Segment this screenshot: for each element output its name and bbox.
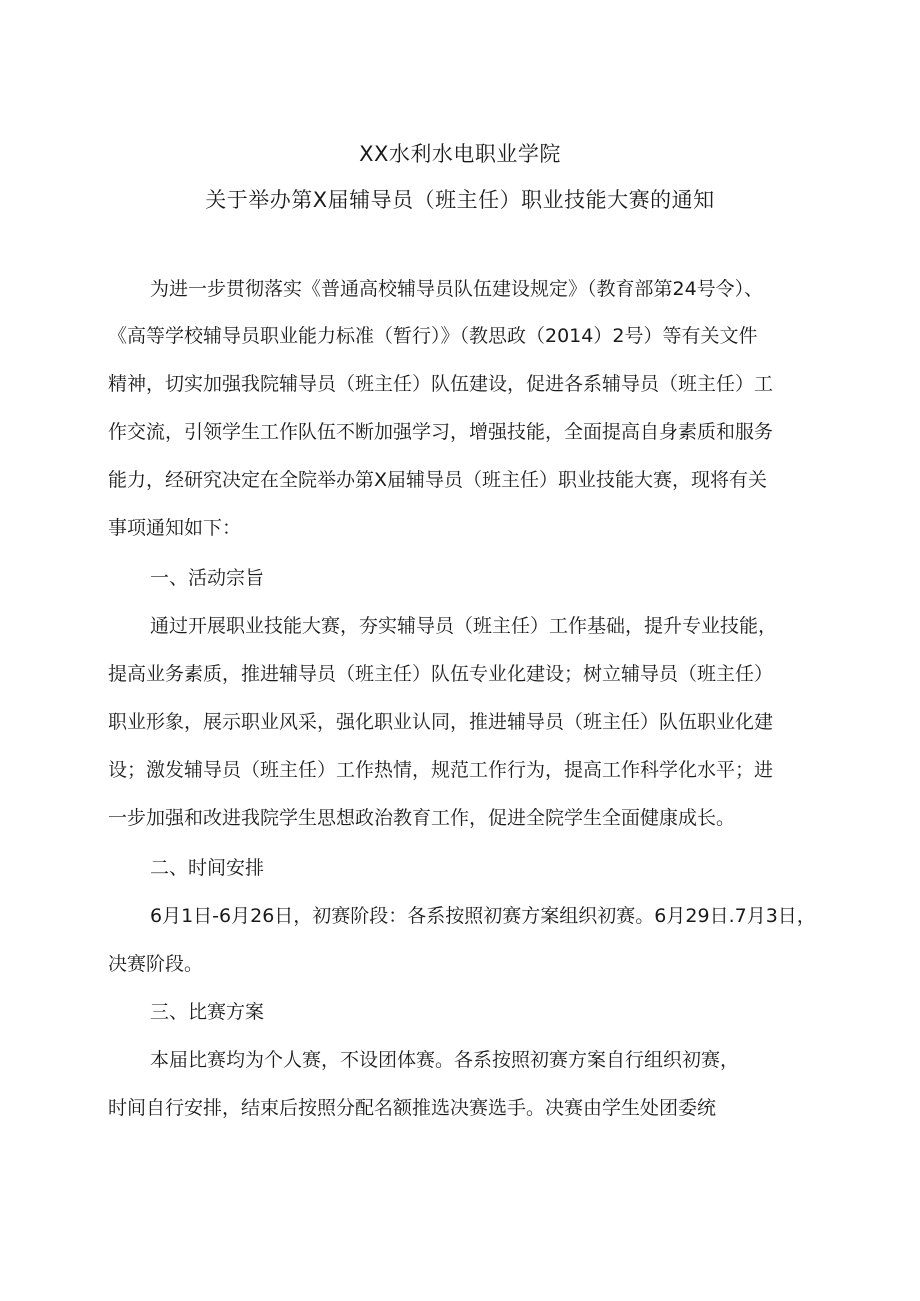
section1-line: 一步加强和改进我院学生思想政治教育工作，促进全院学生全面健康成长。 xyxy=(108,807,736,829)
document-title-notice: 关于举办第X届辅导员（班主任）职业技能大赛的通知 xyxy=(205,188,715,212)
intro-line: 为进一步贯彻落实《普通高校辅导员队伍建设规定》（教育部第24号令）、 xyxy=(150,278,764,300)
section2-line: 决赛阶段。 xyxy=(108,953,204,975)
section1-line: 职业形象，展示职业风采，强化职业认同，推进辅导员（班主任）队伍职业化建 xyxy=(108,711,774,733)
intro-line: 作交流，引领学生工作队伍不断加强学习，增强技能，全面提高自身素质和服务 xyxy=(108,421,774,443)
section3-line: 本届比赛均为个人赛，不设团体赛。各系按照初赛方案自行组织初赛， xyxy=(150,1049,740,1071)
section3-line: 时间自行安排，结束后按照分配名额推选决赛选手。决赛由学生处团委统 xyxy=(108,1097,717,1119)
intro-line: 精神，切实加强我院辅导员（班主任）队伍建设，促进各系辅导员（班主任）工 xyxy=(108,373,774,395)
section1-line: 设；激发辅导员（班主任）工作热情，规范工作行为，提高工作科学化水平；进 xyxy=(108,759,774,781)
section1-line: 通过开展职业技能大赛，夯实辅导员（班主任）工作基础，提升专业技能， xyxy=(150,615,778,637)
section2-line: 6月1日-6月26日，初赛阶段：各系按照初赛方案组织初赛。6月29日.7月3日， xyxy=(150,905,816,927)
intro-line: 《高等学校辅导员职业能力标准（暂行）》（教思政（2014）2号）等有关文件 xyxy=(108,325,758,347)
intro-line: 事项通知如下： xyxy=(108,517,242,539)
intro-line: 能力，经研究决定在全院举办第X届辅导员（班主任）职业技能大赛，现将有关 xyxy=(108,469,768,491)
document-title-institution: XX水利水电职业学院 xyxy=(359,142,561,166)
section-heading-plan: 三、比赛方案 xyxy=(150,1001,265,1023)
section-heading-schedule: 二、时间安排 xyxy=(150,857,265,879)
section-heading-purpose: 一、活动宗旨 xyxy=(150,567,265,589)
section1-line: 提高业务素质，推进辅导员（班主任）队伍专业化建设；树立辅导员（班主任） xyxy=(108,663,774,685)
